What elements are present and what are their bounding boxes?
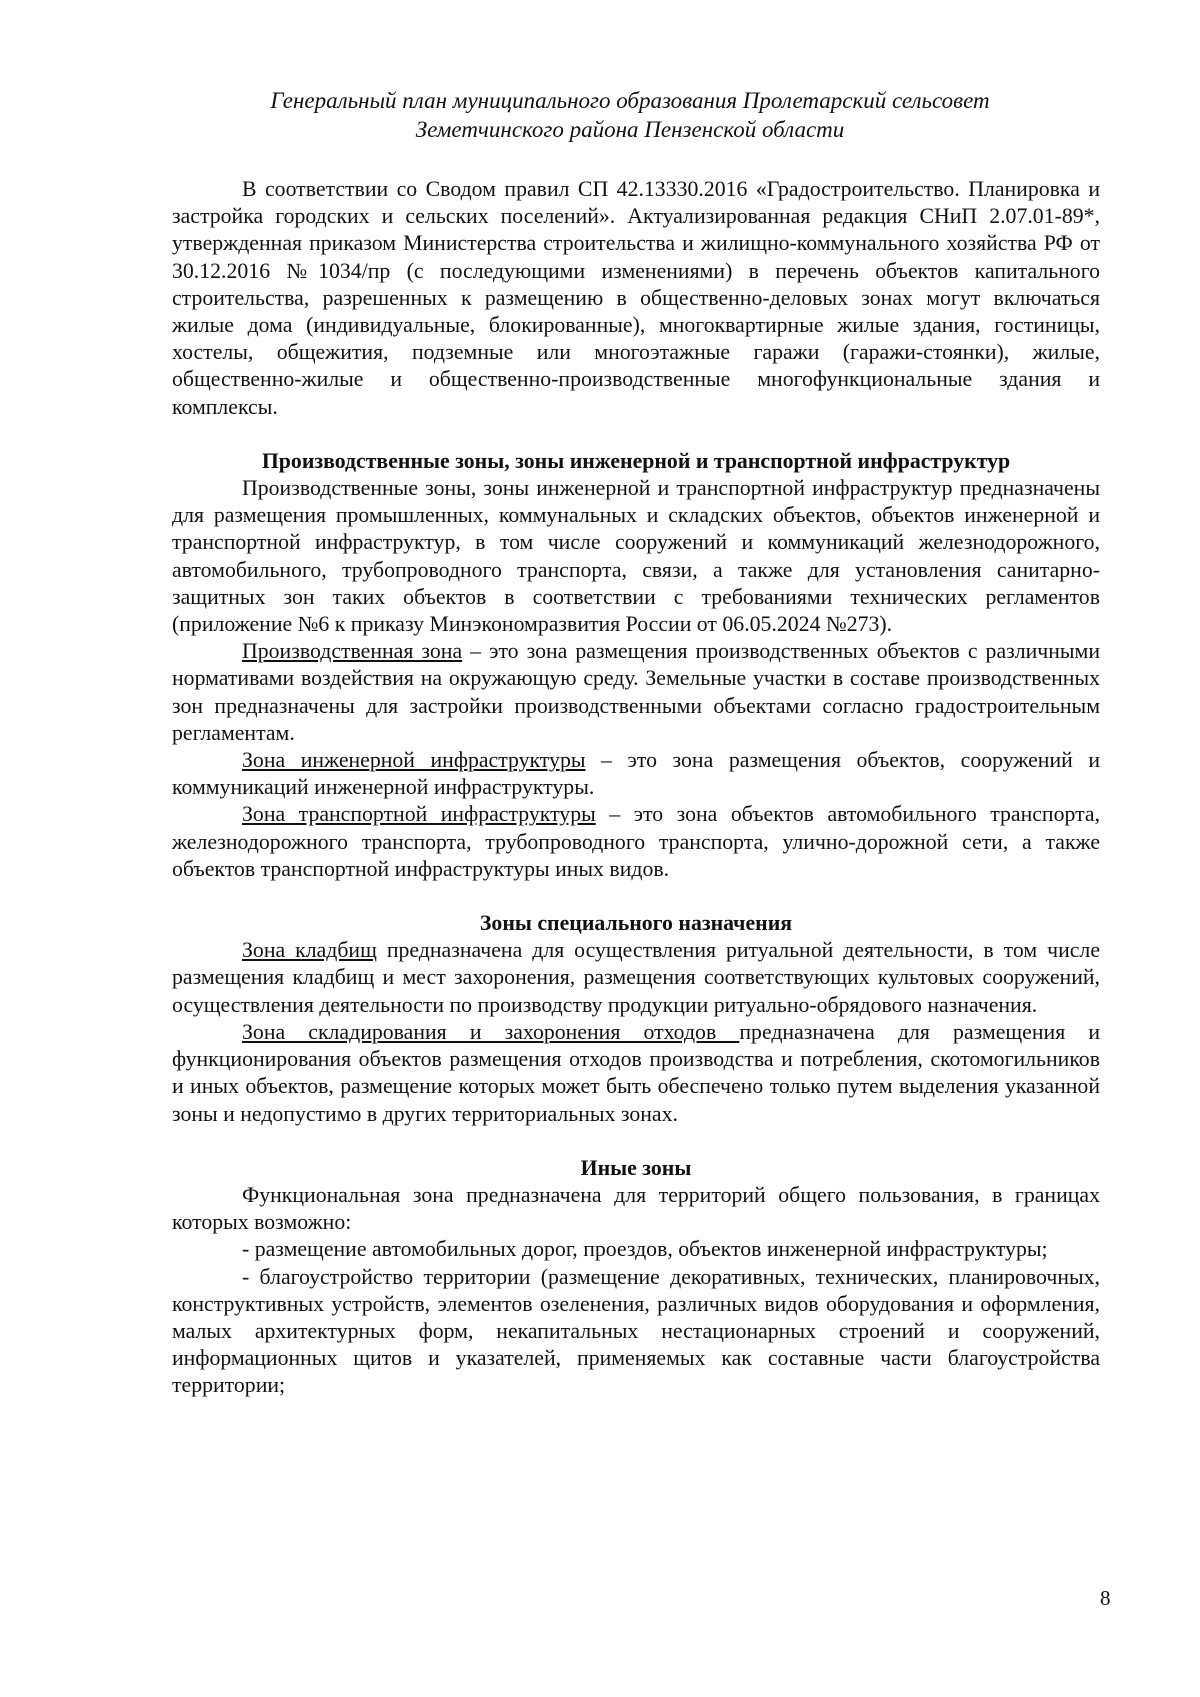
list-item: - благоустройство территории (размещение декоративных, технических, планировочных, конструктивных устройств, элементов озеленения, различных видов оборудования и оформления, малых архитектурных форм, некапитальных нестационарных строений и сооружений, информационных щитов и указателей, применяемых как составные части благоустройства территории; xyxy=(172,1264,1100,1398)
paragraph: Зона транспортной инфраструктуры – это зона объектов автомобильного транспорта, железнодорожного транспорта, трубопроводного транспорта, улично-дорожной сети, а также объектов транспортной инфраструктуры иных видов. xyxy=(172,802,1101,881)
term: Производственная зона xyxy=(242,639,463,664)
term: Зона складирования и захоронения отходов xyxy=(242,1019,740,1044)
intro-paragraph: В соответствии со Сводом правил СП 42.13330.2016 «Градостроительство. Планировка и застройка городских и сельских поселений». Актуализированная редакция СНиП 2.07.01-89*, утвержденная приказом Министерства строительства и жилищно-коммунального хозяйства РФ от 30.12.2016 №1034/пр (с последующими изменениями) в перечень объектов капитального строительства, разрешенных к размещению в общественно-деловых зонах могут включаться жилые дома (индивидуальные, блокированные), многоквартирные жилые здания, гостиницы, хостелы, общежития, подземные или многоэтажные гаражи (гаражи-стоянки), жилые, общественно-жилые и общественно-производственные многофункциональные здания и комплексы. xyxy=(172,177,1100,419)
paragraph: Производственная зона – это зона размещения производственных объектов с различными нормативами воздействия на окружающую среду. Земельные участки в составе производственных зон предназначены для застройки производственными объектами согласно градостроительным регламентам. xyxy=(172,639,1101,745)
body-text xyxy=(172,176,1100,1400)
section-heading-special: Зоны специального назначения xyxy=(479,911,793,936)
paragraph: Производственные зоны, зоны инженерной и транспортной инфраструктур предназначены для размещения промышленных, коммунальных и складских объектов, объектов инженерной и транспортной инфраструктур, в том числе сооружений и коммуникаций железнодорожного, автомобильного, трубопроводного транспорта, связи, а также для установления санитарно-защитных зон таких объектов в соответствии с требованиями технических регламентов (приложение №6 к приказу Минэкономразвития России от 06.05.2024 №273). xyxy=(172,476,1100,637)
header-line-1: Генеральный план муниципального образования Пролетарский сельсовет xyxy=(270,88,990,113)
paragraph: Зона кладбищ предназначена для осуществления ритуальной деятельности, в том числе размещения кладбищ и мест захоронения, размещения соответствующих культовых сооружений, осуществления деятельности по производству продукции ритуально-обрядового назначения. xyxy=(172,938,1100,1017)
list-item: - размещение автомобильных дорог, проездов, объектов инженерной инфраструктуры; xyxy=(242,1237,1048,1262)
running-header xyxy=(170,86,1090,144)
paragraph: Функциональная зона предназначена для территорий общего пользования, в границах которых возможно: xyxy=(172,1182,1100,1235)
term: Зона транспортной инфраструктуры xyxy=(242,802,596,827)
header-line-2: Земетчинского района Пензенской области xyxy=(415,117,845,142)
term: Зона кладбищ xyxy=(242,938,377,963)
paragraph: Зона складирования и захоронения отходов предназначена для размещения и функционирования объектов размещения отходов производства и потребления, скотомогильников и иных объектов, размещение которых может быть обеспечено только путем выделения указанной зоны и недопустимо в других территориальных зонах. xyxy=(172,1019,1101,1126)
paragraph: Зона инженерной инфраструктуры – это зона размещения объектов, сооружений и коммуникаций инженерной инфраструктуры. xyxy=(172,748,1101,800)
section-heading-production: Производственные зоны, зоны инженерной и транспортной инфраструктур xyxy=(261,448,1011,473)
page-number: 8 xyxy=(1100,1586,1111,1610)
term: Зона инженерной инфраструктуры xyxy=(242,748,586,773)
section-heading-other: Иные зоны xyxy=(580,1155,692,1180)
